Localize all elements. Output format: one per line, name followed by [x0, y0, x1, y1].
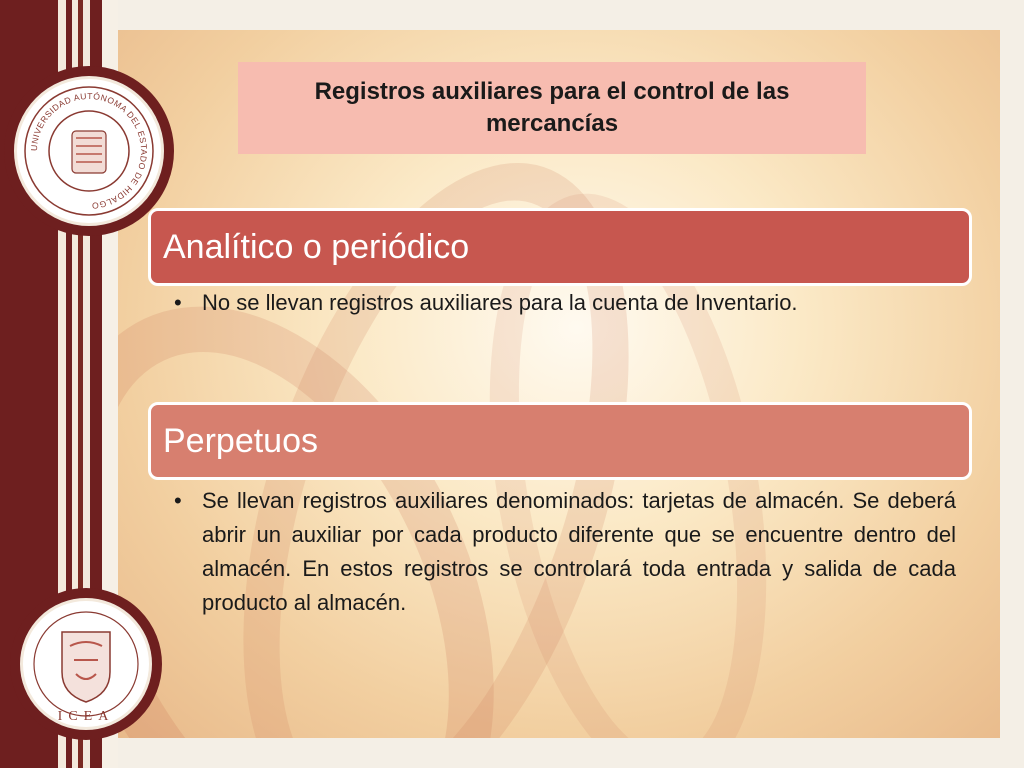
icea-seal-logo	[10, 588, 162, 740]
seal-label: ICEA	[57, 709, 115, 724]
seal-ring-text: UNIVERSIDAD AUTÓNOMA DEL ESTADO DE HIDALGO	[28, 90, 150, 212]
uaeh-seal-icon	[14, 76, 164, 226]
section-header-analitico	[148, 208, 972, 286]
slide-title-box	[238, 62, 866, 154]
section-bullets-analitico	[170, 286, 956, 320]
bullet-item: • Se llevan registros auxiliares denominados: tarjetas de almacén. Se deberá abrir un auxiliar por cada producto diferente que se encuentre dentro del almacén. En estos registros se controlará toda entrada y salida de cada producto al almacén.	[170, 484, 956, 620]
university-seal-logo	[4, 66, 174, 236]
section-bullets-perpetuos	[170, 484, 956, 620]
bullet-item: • No se llevan registros auxiliares para la cuenta de Inventario.	[170, 286, 956, 320]
icea-shield-icon	[20, 598, 152, 730]
slide-title: Registros auxiliares para el control de las mercancías	[314, 77, 790, 137]
section-heading: Perpetuos	[163, 421, 318, 460]
section-header-perpetuos	[148, 402, 972, 480]
section-heading: Analítico o periódico	[163, 227, 470, 266]
